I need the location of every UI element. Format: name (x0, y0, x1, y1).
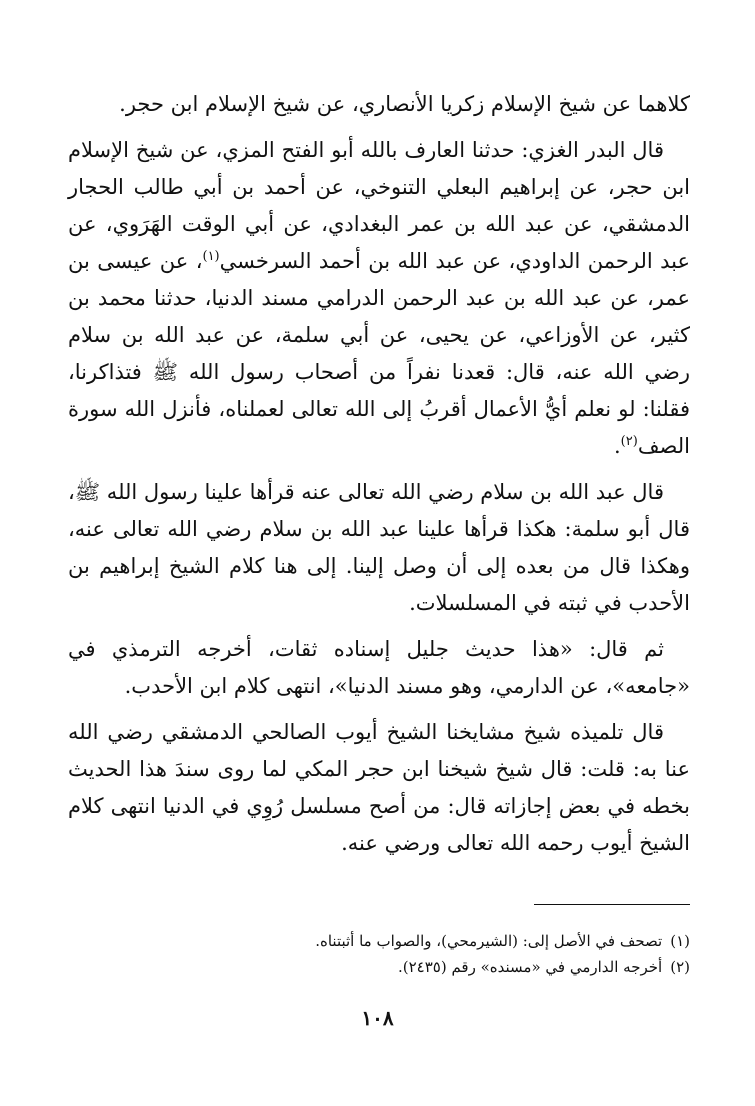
footnote-2-number: (٢) (670, 958, 690, 976)
footnote-2-text: أخرجه الدارمي في «مسنده» رقم (٢٤٣٥). (397, 958, 663, 976)
page-number: ١٠٨ (361, 1006, 394, 1030)
paragraph-2-text-middle: ، عن عيسى بن عمر، عن عبد الله بن عبد الرحمن الدرامي مسند الدنيا، حدثنا محمد بن كثير، عن الأوزاعي، عن يحيى، عن أبي سلمة، عن عبد الله بن سلام رضي الله عنه، قال: قعدنا نفراً من أصحاب رسول الله ﷺ فتذاكرنا، فقلنا: لو نعلم أيُّ الأعمال أقربُ إلى الله تعالى لعملناه، فأنزل الله سورة الصف (68, 249, 690, 458)
footnote-2 (68, 954, 690, 980)
paragraph-2-text-start: قال البدر الغزي: حدثنا العارف بالله أبو الفتح المزي، عن شيخ الإسلام ابن حجر، عن إبراهيم البعلي التنوخي، عن أحمد بن أبي طالب الحجار الدمشقي، عن عبد الله بن عمر البغدادي، عن أبي الوقت الهَرَوي، عن عبد الرحمن الداودي، عن عبد الله بن أحمد السرخسي (68, 138, 690, 273)
paragraph-4 (68, 631, 690, 705)
footnotes (68, 928, 690, 980)
paragraph-5 (68, 714, 690, 862)
paragraph-2-text-end: . (613, 434, 621, 458)
footnote-1-text: تصحف في الأصل إلى: (الشيرمحي)، والصواب ما أثبتناه. (315, 932, 663, 950)
paragraph-3 (68, 474, 690, 622)
paragraph-2 (68, 132, 690, 465)
footnote-1 (68, 928, 690, 954)
footnote-ref-1[interactable]: (١) (202, 249, 220, 264)
paragraph-3-text: قال عبد الله بن سلام رضي الله تعالى عنه قرأها علينا رسول الله ﷺ، قال أبو سلمة: هكذا قرأها علينا عبد الله بن سلام رضي الله تعالى عنه، وهكذا قال من بعده إلى أن وصل إلينا. إلى هنا كلام الشيخ إبراهيم بن الأحدب في ثبته في المسلسلات. (67, 480, 690, 615)
paragraph-5-text: قال تلميذه شيخ مشايخنا الشيخ أيوب الصالحي الدمشقي رضي الله عنا به: قلت: قال شيخ شيخنا ابن حجر المكي لما روى سندَ هذا الحديث بخطه في بعض إجازاته قال: من أصح مسلسل رُوِي في الدنيا انتهى كلام الشيخ أيوب رحمه الله تعالى ورضي عنه. (68, 720, 690, 855)
paragraph-1-text: كلاهما عن شيخ الإسلام زكريا الأنصاري، عن شيخ الإسلام ابن حجر. (119, 92, 690, 116)
paragraph-1 (68, 86, 690, 123)
footnote-divider (534, 904, 690, 905)
footnote-1-number: (١) (670, 932, 690, 950)
footnote-ref-2[interactable]: (٢) (620, 434, 638, 449)
page-body (68, 86, 690, 871)
paragraph-4-text: ثم قال: «هذا حديث جليل إسناده ثقات، أخرجه الترمذي في «جامعه»، عن الدارمي، وهو مسند الدنيا»، انتهى كلام ابن الأحدب. (68, 637, 690, 698)
